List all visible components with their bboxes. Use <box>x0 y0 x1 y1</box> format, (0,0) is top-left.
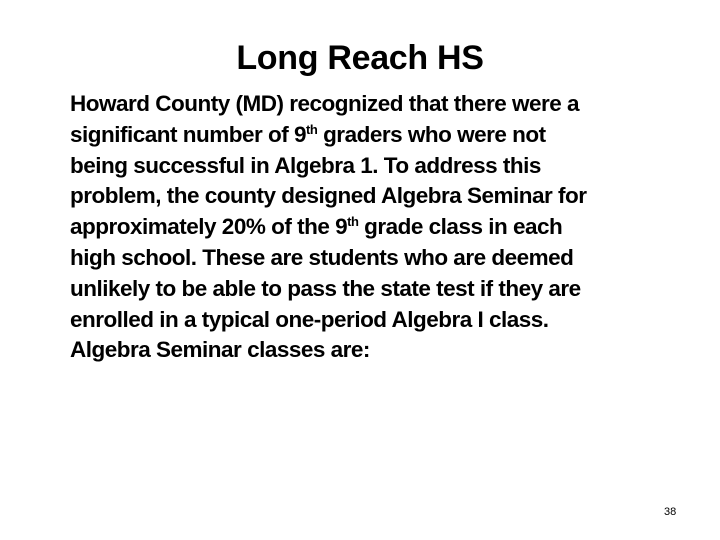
superscript-ordinal: th <box>347 214 359 230</box>
body-line-1: Howard County (MD) recognized that there were a <box>70 91 580 116</box>
slide-body-text <box>70 89 710 366</box>
body-line-5 <box>70 212 710 243</box>
body-line-2 <box>70 120 710 151</box>
page-number: 38 <box>664 506 677 518</box>
body-line-6: high school. These are students who are deemed <box>70 244 574 270</box>
body-line-7: unlikely to be able to pass the state test if they are <box>70 275 581 301</box>
body-line-8: enrolled in a typical one-period Algebra I class. <box>70 306 549 332</box>
body-line-3: being successful in Algebra 1. To address this <box>70 152 541 178</box>
slide-title: Long Reach HS <box>236 39 484 77</box>
body-line-9: Algebra Seminar classes are: <box>70 337 370 363</box>
body-text-segment: graders who were not <box>317 121 546 147</box>
superscript-ordinal: th <box>306 121 318 137</box>
body-text-segment: significant number of 9 <box>70 121 307 147</box>
body-text-segment: grade class in each <box>358 214 563 240</box>
body-line-4: problem, the county designed Algebra Seminar for <box>70 183 587 209</box>
body-text-segment: approximately 20% of the 9 <box>70 214 348 240</box>
